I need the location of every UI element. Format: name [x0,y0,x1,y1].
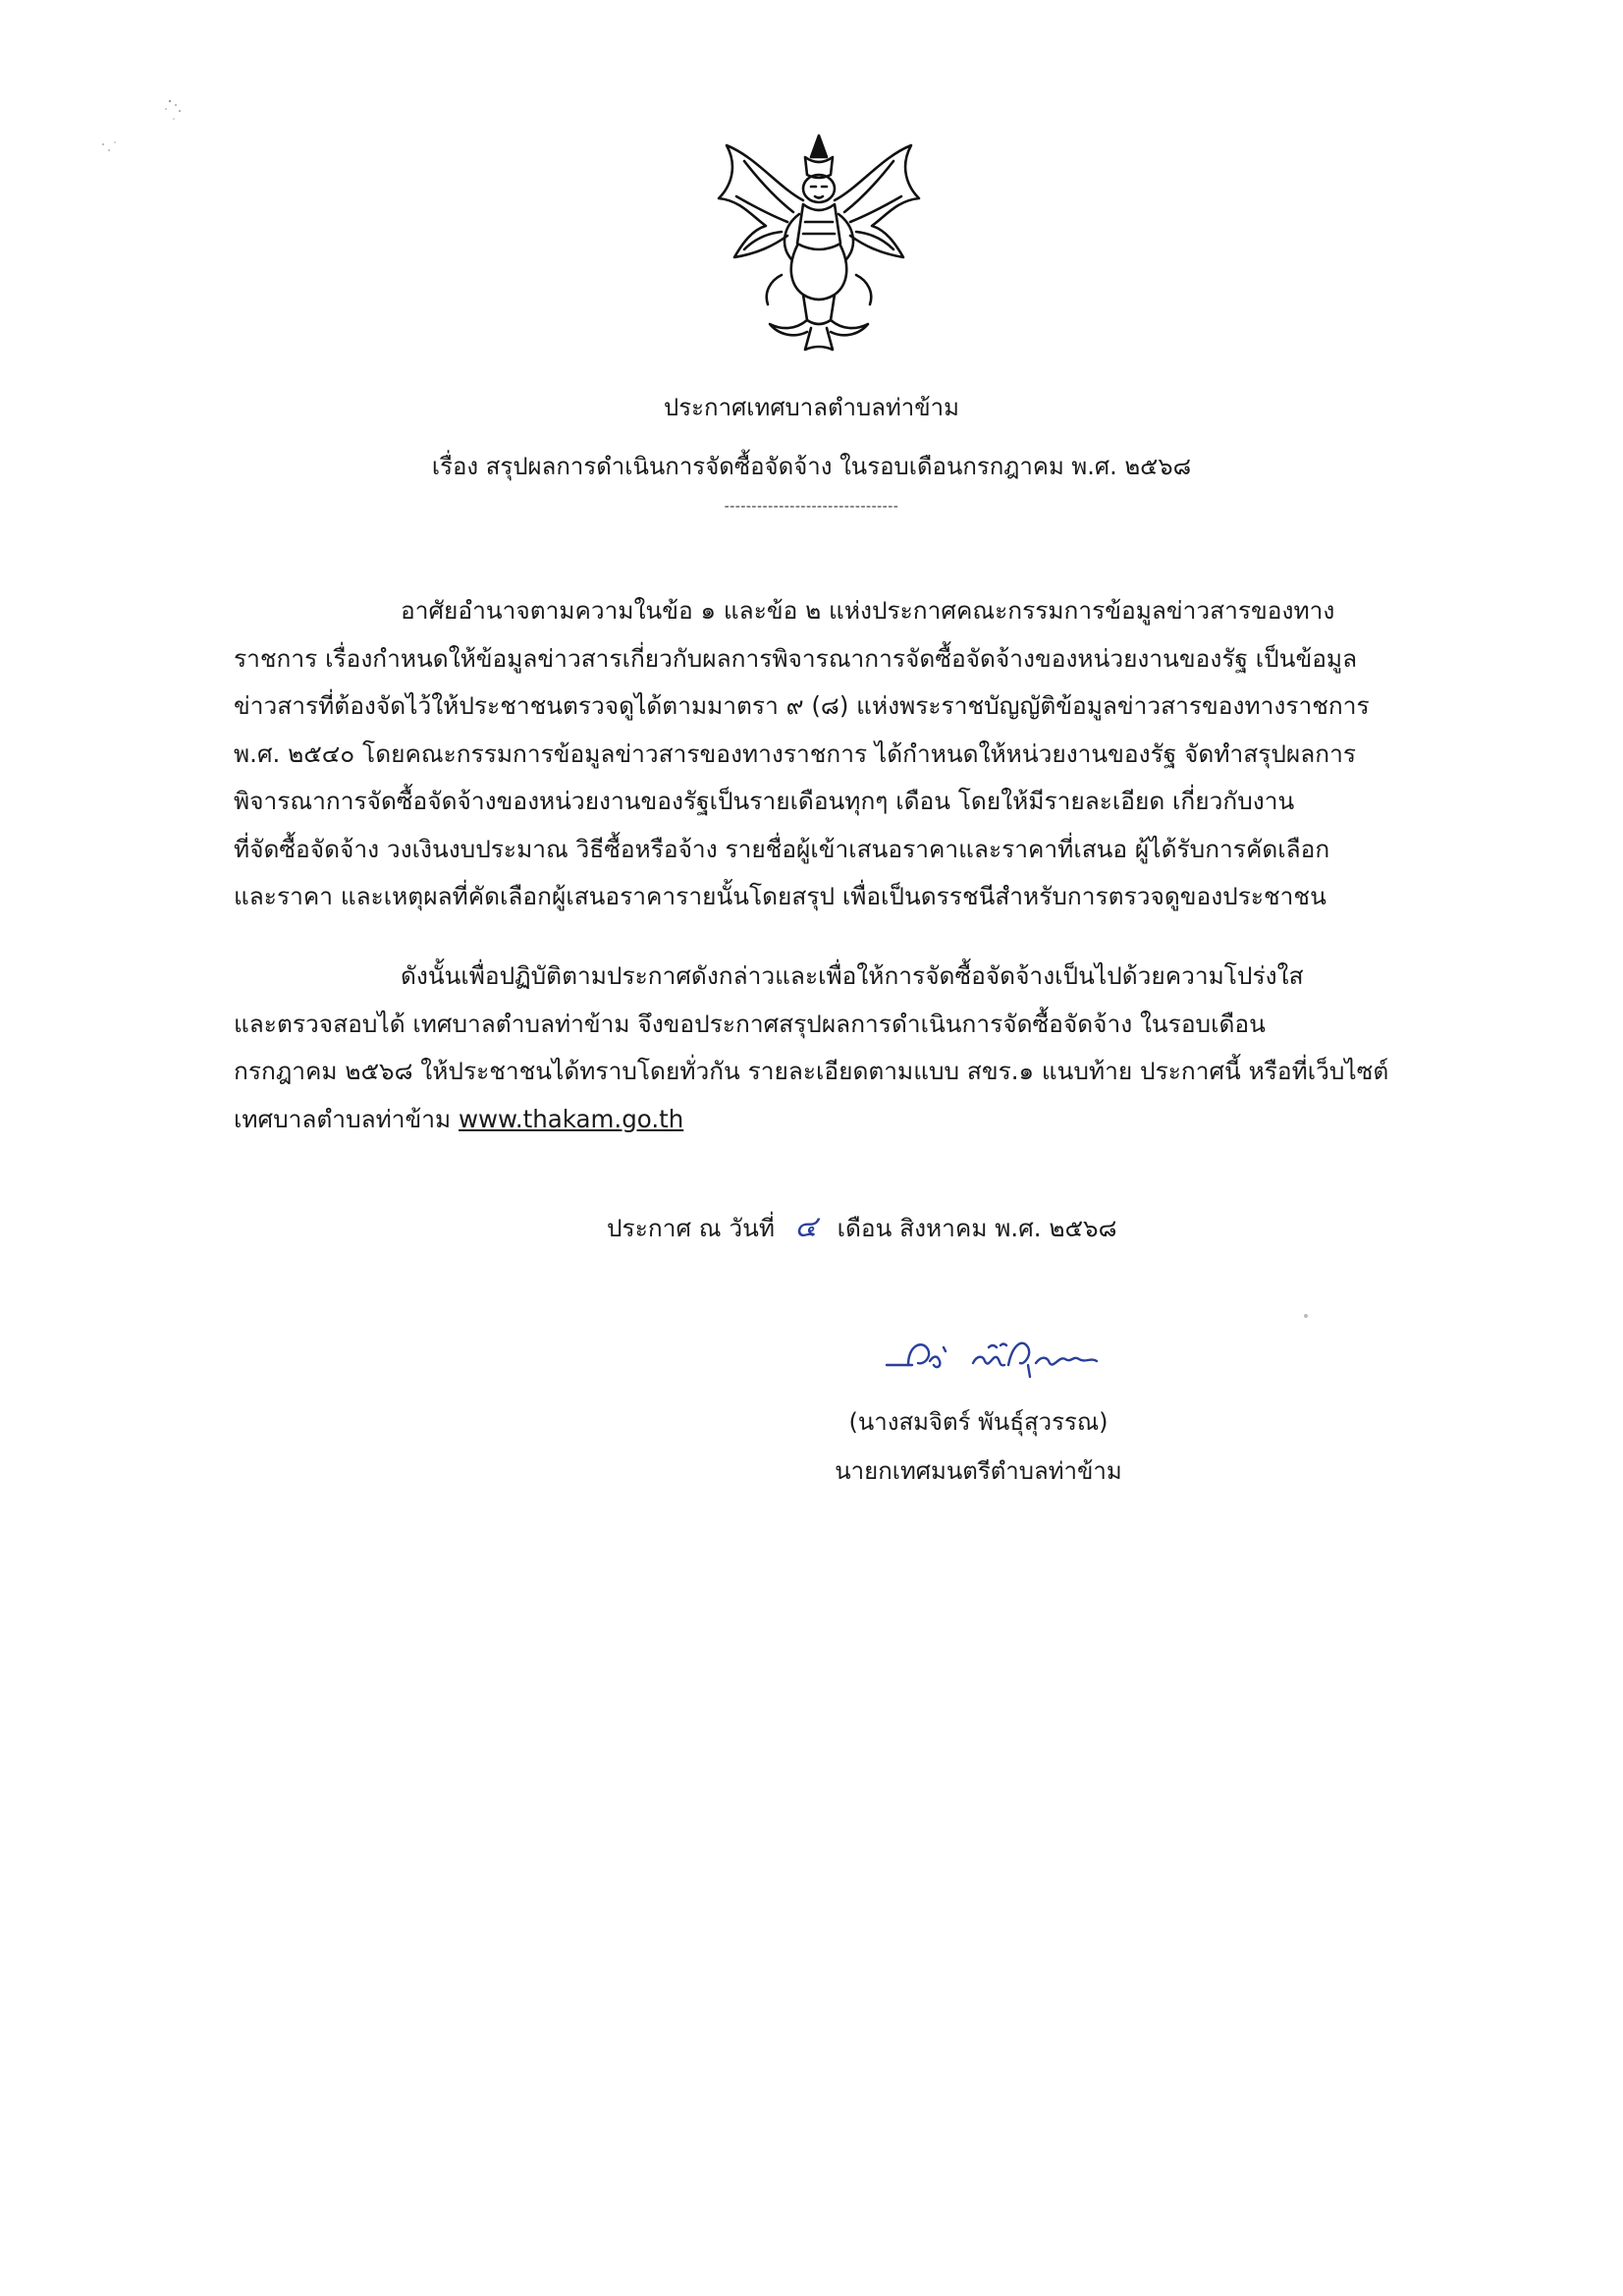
paragraph-line [234,1096,1439,1144]
date-suffix: เดือน สิงหาคม พ.ศ. ๒๕๖๘ [837,1214,1117,1242]
paragraph-line: ข่าวสารที่ต้องจัดไว้ให้ประชาชนตรวจดูได้ตามมาตรา ๙ (๘) แห่งพระราชบัญญัติข้อมูลข่าวสารของทางราชการ [234,691,1370,720]
date-day-handwritten: ๔ [794,1210,818,1244]
paragraph-line: ที่จัดซื้อจัดจ้าง วงเงินงบประมาณ วิธีซื้อหรือจ้าง รายชื่อผู้เข้าเสนอราคาและราคาที่เสนอ ผู้ได้รับการคัดเลือก [234,834,1330,863]
date-prefix: ประกาศ ณ วันที่ [607,1214,775,1242]
paragraph-line: และราคา และเหตุผลที่คัดเลือกผู้เสนอราคารายนั้นโดยสรุป เพื่อเป็นดรรชนีสำหรับการตรวจดูของประชาชน [234,882,1326,910]
announcement-date [607,1210,1116,1246]
body-paragraph-1 [234,587,1439,921]
announcement-title: ประกาศเทศบาลตำบลท่าข้าม [664,394,959,421]
paragraph-line-prefix: เทศบาลตำบลท่าข้าม [234,1104,459,1133]
title-divider: -------------------------------- [724,499,899,515]
paragraph-line: ดังนั้นเพื่อปฏิบัติตามประกาศดังกล่าวและเพื่อให้การจัดซื้อจัดจ้างเป็นไปด้วยความโปร่งใส [401,961,1304,990]
paragraph-line: และตรวจสอบได้ เทศบาลตำบลท่าข้าม จึงขอประกาศสรุปผลการดำเนินการจัดซื้อจัดจ้าง ในรอบเดือน [234,1009,1266,1038]
paragraph-line: ราชการ เรื่องกำหนดให้ข้อมูลข่าวสารเกี่ยวกับผลการพิจารณาการจัดซื้อจัดจ้างของหน่วยงานของรัฐ เป็นข้อมูล [234,643,1358,673]
scan-speck [1304,1314,1308,1318]
signatory-position: นายกเทศมนตรีตำบลท่าข้าม [835,1457,1122,1485]
body-paragraph-2 [234,953,1439,1143]
paragraph-line: พ.ศ. ๒๕๔๐ โดยคณะกรรมการข้อมูลข่าวสารของทางราชการ ได้กำหนดให้หน่วยงานของรัฐ จัดทำสรุปผลการ [234,738,1357,768]
announcement-subject: เรื่อง สรุปผลการดำเนินการจัดซื้อจัดจ้าง ในรอบเดือนกรกฎาคม พ.ศ. ๒๕๖๘ [431,453,1192,480]
website-link[interactable]: www.thakam.go.th [458,1104,684,1133]
signature-icon [879,1326,1124,1385]
garuda-emblem-icon [709,128,929,354]
paragraph-line: พิจารณาการจัดซื้อจัดจ้างของหน่วยงานของรัฐเป็นรายเดือนทุกๆ เดือน โดยให้มีรายละเอียด เกี่ยวกับงาน [234,787,1295,815]
paragraph-line: อาศัยอำนาจตามความในข้อ ๑ และข้อ ๒ แห่งประกาศคณะกรรมการข้อมูลข่าวสารของทาง [401,596,1335,625]
paragraph-line: กรกฎาคม ๒๕๖๘ ให้ประชาชนได้ทราบโดยทั่วกัน รายละเอียดตามแบบ สขร.๑ แนบท้าย ประกาศนี้ หรือที่เว็บไซต์ [234,1057,1389,1085]
scan-specks [93,93,201,162]
signatory-name: (นางสมจิตร์ พันธุ์สุวรรณ) [848,1408,1109,1436]
